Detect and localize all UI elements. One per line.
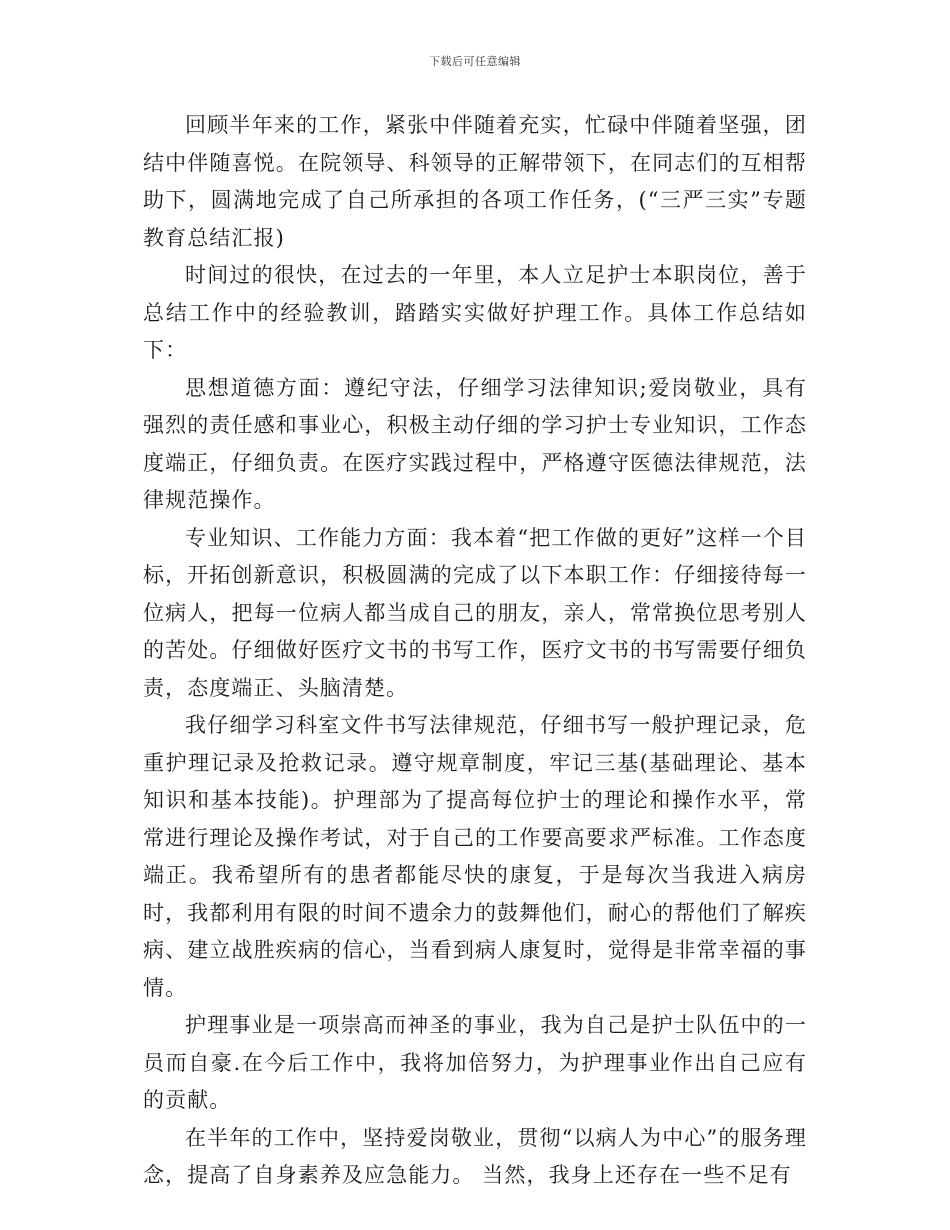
paragraph-ideology-morality: 思想道德方面：遵纪守法，仔细学习法律知识;爱岗敬业，具有强烈的责任感和事业心，积极主动仔细的学习护士专业知识，工作态度端正，仔细负责。在医疗实践过程中，严格遵守医德法律规范，法律规范操作。: [143, 375, 807, 512]
paragraph-half-year-work: 在半年的工作中，坚持爱岗敬业，贯彻“以病人为中心”的服务理念，提高了自身素养及应急能力。 当然，我身上还存在一些不足有: [143, 1125, 807, 1187]
paragraph-summary-intro: 时间过的很快，在过去的一年里，本人立足护士本职岗位，善于总结工作中的经验教训，踏踏实实做好护理工作。具体工作总结如下：: [143, 263, 807, 362]
paragraph-professional-knowledge: 专业知识、工作能力方面：我本着“把工作做的更好”这样一个目标，开拓创新意识，积极圆满的完成了以下本职工作：仔细接待每一位病人，把每一位病人都当成自己的朋友，亲人，常常换位思考别人的苦处。仔细做好医疗文书的书写工作，医疗文书的书写需要仔细负责，态度端正、头脑清楚。: [143, 525, 807, 700]
paragraph-documentation-standards: 我仔细学习科室文件书写法律规范，仔细书写一般护理记录，危重护理记录及抢救记录。遵守规章制度，牢记三基(基础理论、基本知识和基本技能)。护理部为了提高每位护士的理论和操作水平，常常进行理论及操作考试，对于自己的工作要高要求严标准。工作态度端正。我希望所有的患者都能尽快的康复，于是每次当我进入病房时，我都利用有限的时间不遗余力的鼓舞他们，耐心的帮他们了解疾病、建立战胜疾病的信心，当看到病人康复时，觉得是非常幸福的事情。: [143, 713, 807, 1000]
paragraph-nursing-career: 护理事业是一项崇高而神圣的事业，我为自己是护士队伍中的一员而自豪.在今后工作中，我将加倍努力，为护理事业作出自己应有的贡献。: [143, 1013, 807, 1112]
paragraph-review: 回顾半年来的工作，紧张中伴随着充实，忙碌中伴随着坚强，团结中伴随喜悦。在院领导、科领导的正解带领下，在同志们的互相帮助下，圆满地完成了自己所承担的各项工作任务，(“三严三实”专题教育总结汇报): [143, 113, 807, 250]
document-body: [143, 107, 807, 1195]
page-header: 下载后可任意编辑: [429, 55, 521, 68]
